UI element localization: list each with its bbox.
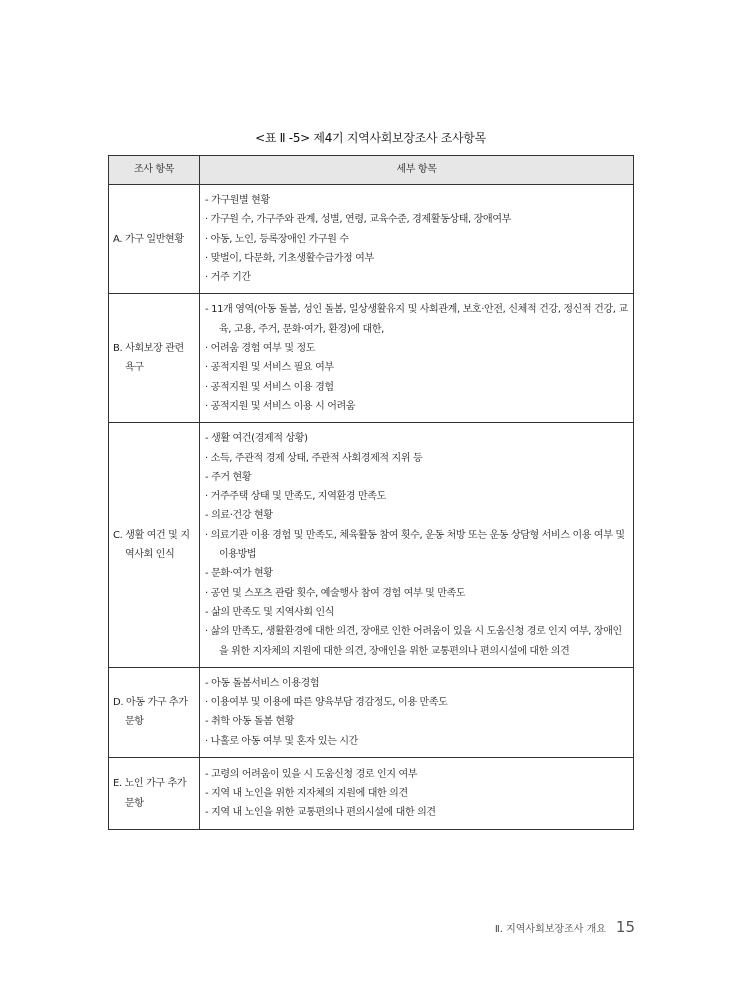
category-cell xyxy=(109,667,200,757)
detail-line: · 가구원 수, 가구주와 관계, 성별, 연령, 교육수준, 경제활동상태, 장애여부 xyxy=(205,214,511,226)
table-header-row xyxy=(109,156,634,185)
detail-line: · 의료기관 이용 경험 및 만족도, 체육활동 참여 횟수, 운동 처방 또는 운동 상담형 서비스 이용 여부 및 이용방법 xyxy=(205,529,625,561)
header-details: 세부 항목 xyxy=(200,156,634,185)
detail-line: - 고령의 어려움이 있을 시 도움신청 경로 인지 여부 xyxy=(205,768,418,780)
table-row xyxy=(109,294,634,423)
table-caption: <표 Ⅱ -5> 제4기 지역사회보장조사 조사항목 xyxy=(255,131,486,145)
detail-line: · 거주주택 상태 및 만족도, 지역환경 만족도 xyxy=(205,491,386,503)
page-number: 15 xyxy=(615,918,635,936)
detail-line: · 공적지원 및 서비스 이용 시 어려움 xyxy=(205,400,356,412)
detail-line: - 취학 아동 돌봄 현황 xyxy=(205,716,295,728)
detail-line: · 아동, 노인, 등록장애인 가구원 수 xyxy=(205,233,349,245)
detail-line: - 의료·건강 현황 xyxy=(205,510,273,522)
details-cell xyxy=(200,758,634,830)
survey-items-table xyxy=(108,155,634,830)
page-footer xyxy=(495,918,635,936)
detail-line: · 거주 기간 xyxy=(205,272,251,284)
category-label: D. 아동 가구 추가 문항 xyxy=(113,697,188,728)
details-cell xyxy=(200,185,634,294)
detail-line: - 지역 내 노인을 위한 교통편의나 편의시설에 대한 의견 xyxy=(205,807,436,819)
detail-line: - 11개 영역(아동 돌봄, 성인 돌봄, 일상생활유지 및 사회관계, 보호·안전, 신체적 건강, 정신적 건강, 교육, 고용, 주거, 문화·여가, 환경)에 대한, xyxy=(205,304,628,335)
detail-line: · 소득, 주관적 경제 상태, 주관적 사회경제적 지위 등 xyxy=(205,452,423,464)
detail-line: · 공연 및 스포츠 관람 횟수, 예술행사 참여 경험 여부 및 만족도 xyxy=(205,587,466,599)
table-row xyxy=(109,185,634,294)
category-label: C. 생활 여건 및 지역사회 인식 xyxy=(113,529,190,561)
detail-line: · 나홀로 아동 여부 및 혼자 있는 시간 xyxy=(205,735,358,747)
detail-line: - 삶의 만족도 및 지역사회 인식 xyxy=(205,606,335,618)
detail-line: - 지역 내 노인을 위한 지자체의 지원에 대한 의견 xyxy=(205,787,408,799)
category-label: A. 가구 일반현황 xyxy=(113,233,184,245)
category-cell xyxy=(109,185,200,294)
details-cell xyxy=(200,294,634,423)
footer-section-title: Ⅱ. 지역사회보장조사 개요 xyxy=(494,924,606,935)
detail-line: - 생활 여건(경제적 상황) xyxy=(205,433,308,445)
detail-line: - 문화·여가 현황 xyxy=(205,568,273,580)
details-cell xyxy=(200,423,634,668)
detail-line: - 주거 현황 xyxy=(205,471,252,483)
category-cell xyxy=(109,294,200,423)
detail-line: · 공적지원 및 서비스 필요 여부 xyxy=(205,362,334,374)
detail-line: · 삶의 만족도, 생활환경에 대한 의견, 장애로 인한 어려움이 있을 시 도움신청 경로 인지 여부, 장애인을 위한 지자체의 지원에 대한 의견, 장애인을 위한 교통편의나 편의시설에 대한 의견 xyxy=(205,626,622,657)
table-row xyxy=(109,423,634,668)
detail-line: · 어려움 경험 여부 및 정도 xyxy=(205,343,316,355)
detail-line: · 맞벌이, 다문화, 기초생활수급가정 여부 xyxy=(205,252,374,264)
category-label: E. 노인 가구 추가 문항 xyxy=(113,778,187,809)
category-label: B. 사회보장 관련 욕구 xyxy=(113,343,184,374)
detail-line: - 아동 돌봄서비스 이용경험 xyxy=(205,677,320,689)
category-cell xyxy=(109,758,200,830)
detail-line: - 가구원별 현황 xyxy=(205,195,270,206)
details-cell xyxy=(200,667,634,757)
detail-line: · 공적지원 및 서비스 이용 경험 xyxy=(205,381,334,393)
detail-line: · 이용여부 및 이용에 따른 양육부담 경감정도, 이용 만족도 xyxy=(205,697,448,709)
table-row xyxy=(109,667,634,757)
table-row xyxy=(109,758,634,830)
header-category: 조사 항목 xyxy=(109,156,200,185)
category-cell xyxy=(109,423,200,668)
